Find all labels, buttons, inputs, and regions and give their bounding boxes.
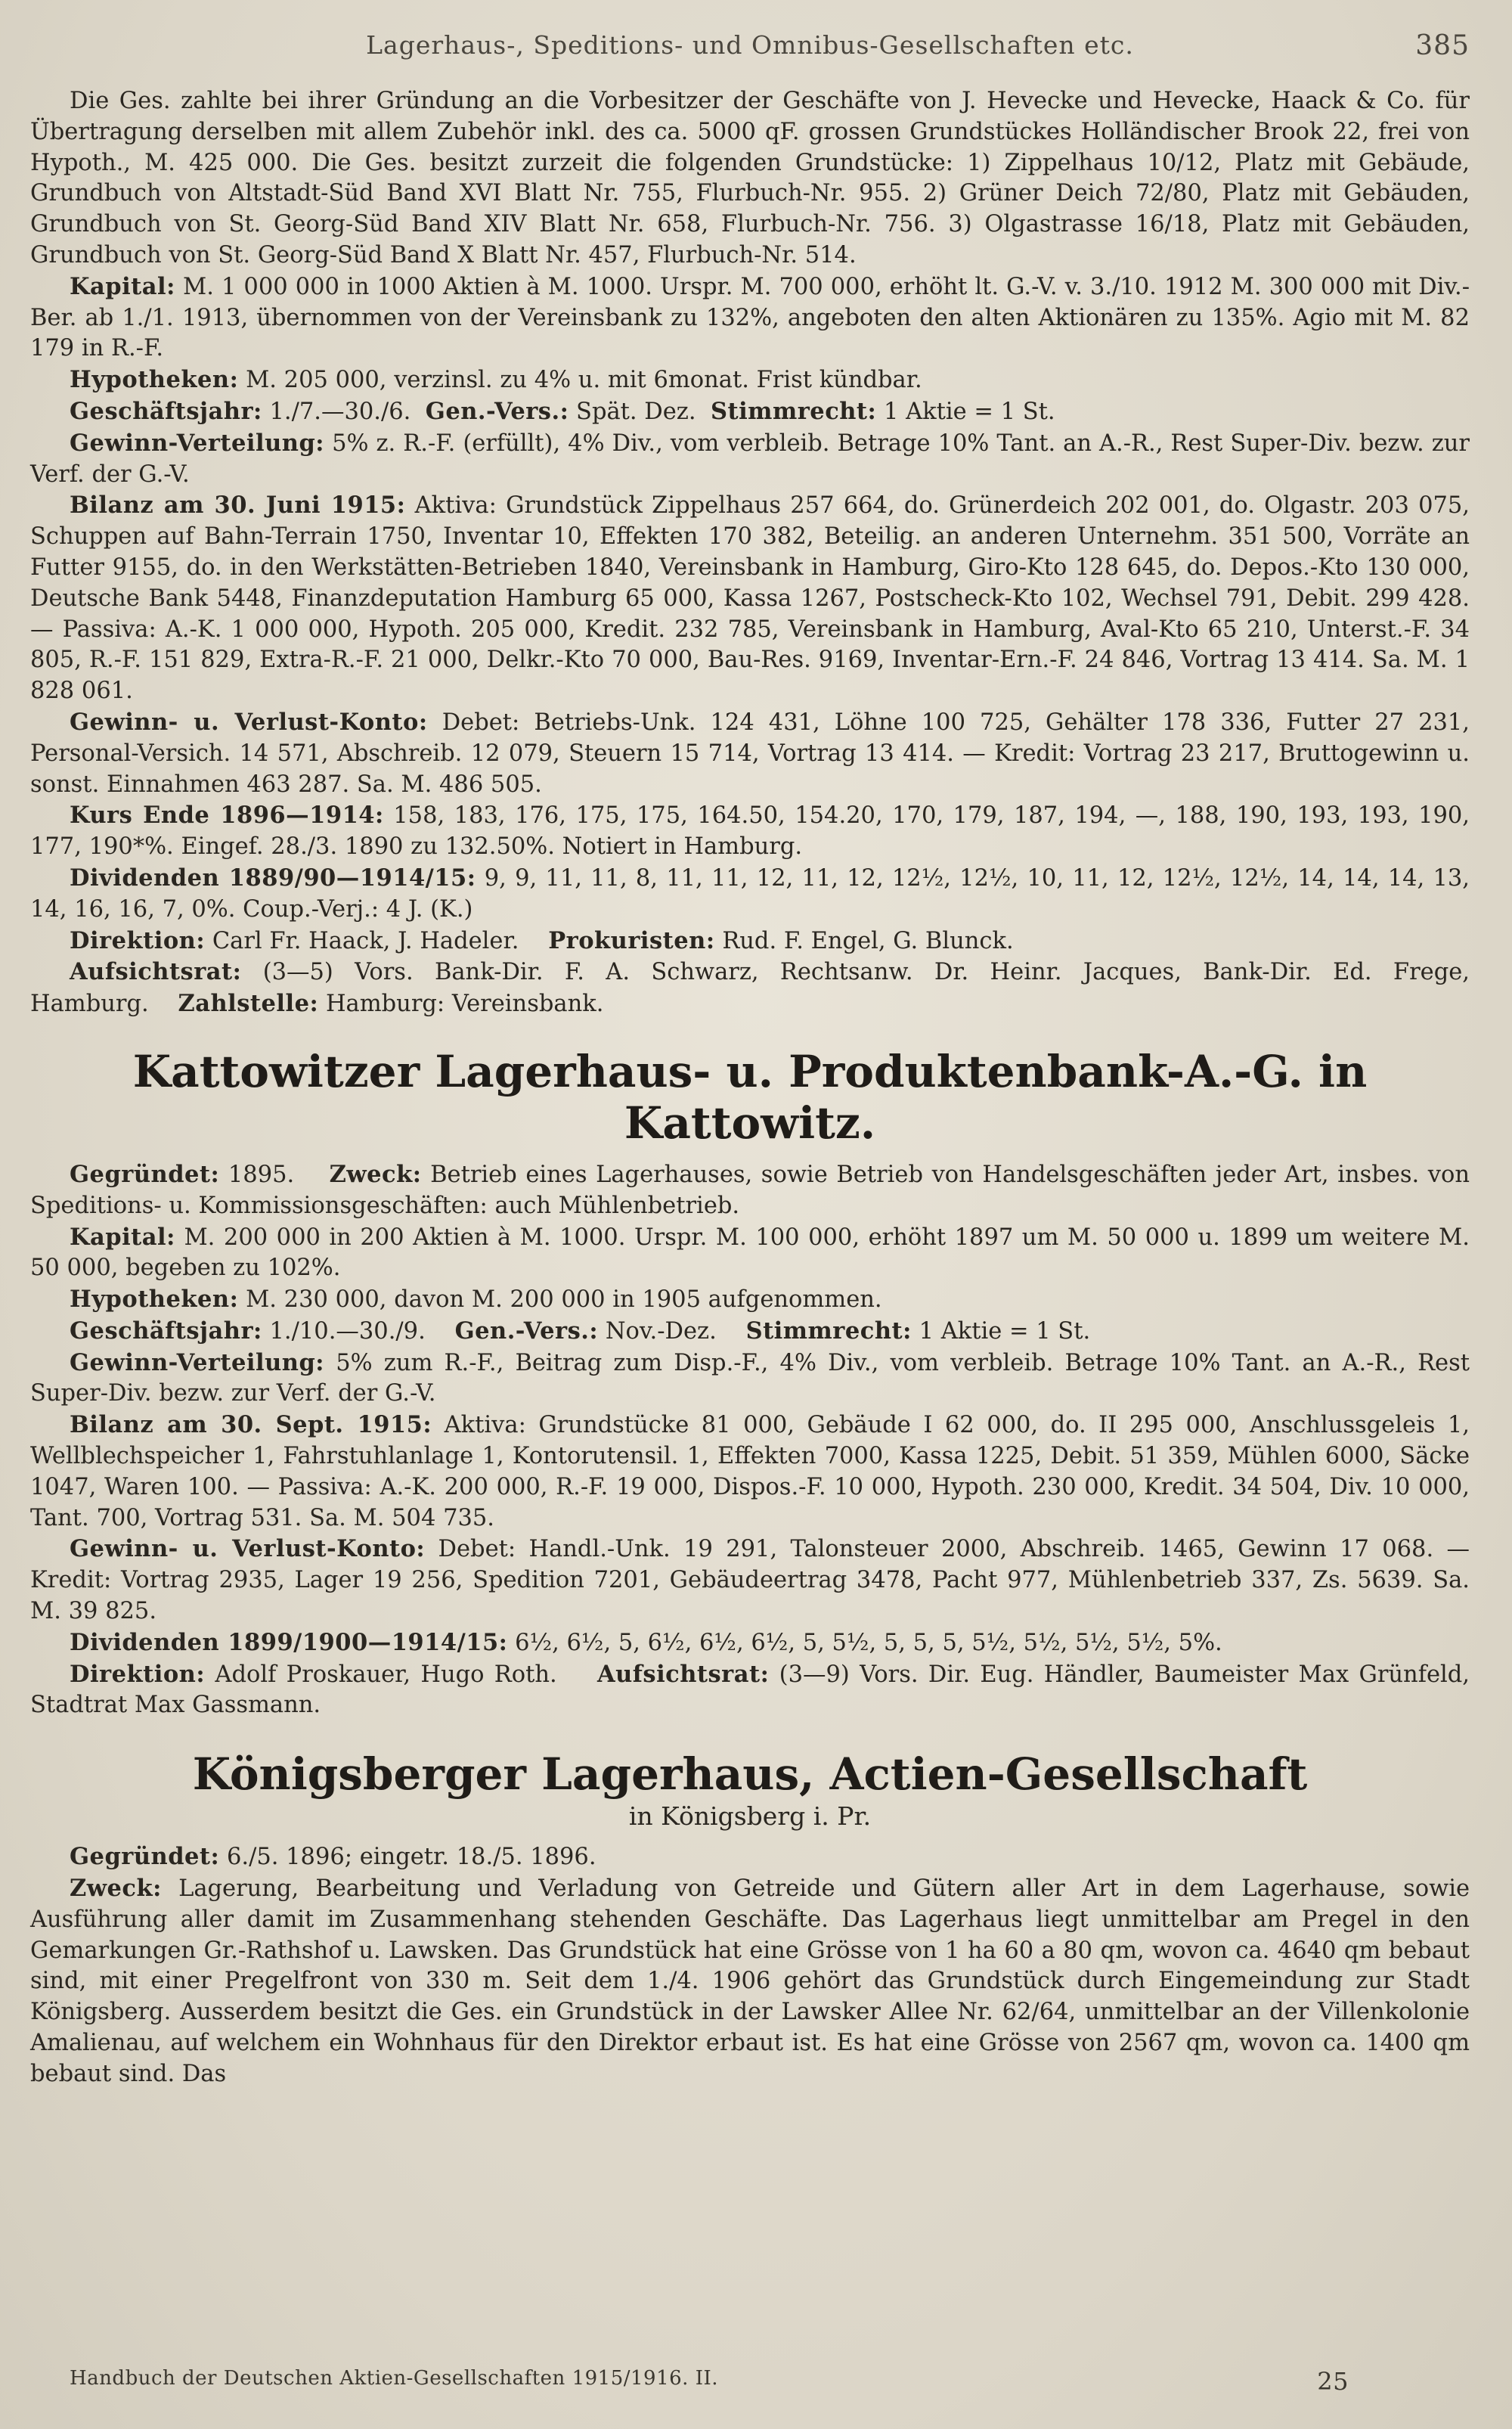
guv-text: Debet: Betriebs-Unk. 124 431, Löhne 100 725, Gehälter 178 336, Futter 27 231, Personal-Versich. 14 571, Abschreib. 12 079, Steuern 15 714, Vortrag 13 414. — Kredit: Vortrag 23 217, Bruttogewinn u. sonst. Einnahmen 463 287. Sa. M. 486 505. [30,709,1470,798]
hypotheken-label: Hypotheken: [70,366,239,394]
gewinnverteilung-label: Gewinn-Verteilung: [70,429,325,457]
gewinnverteilung-text: 5% zum R.-F., Beitrag zum Disp.-F., 4% Div., vom verbleib. Betrage 10% Tant. an A.-R., Rest Super-Div. bezw. zur Verf. der G.-V. [30,1349,1470,1407]
zweck-entry [30,1873,1470,2090]
company-location: in Königsberg i. Pr. [628,1801,872,1832]
company-heading-kattowitz: Kattowitzer Lagerhaus- u. Produktenbank-A.-G. in Kattowitz. [132,1045,1368,1149]
aufsichtsrat-text: (3—5) Vors. Bank-Dir. F. A. Schwarz, Rechtsanw. Dr. Heinr. Jacques, Bank-Dir. Ed. Frege, Hamburg. [30,959,1470,1018]
aufsichtsrat-label: Aufsichtsrat: [596,1660,770,1688]
prokuristen-label: Prokuristen: [548,926,715,954]
page-footer [70,2367,1349,2396]
direktion-label: Direktion: [70,1660,206,1688]
bilanz-entry [30,1410,1470,1534]
dividenden-entry [30,1627,1470,1659]
hypotheken-label: Hypotheken: [70,1286,239,1314]
gewinnverteilung-entry [30,428,1470,491]
kurs-entry [30,800,1470,863]
bilanz-entry [30,490,1470,707]
direktion-text: Carl Fr. Haack, J. Hadeler. [212,927,519,954]
zahlstelle-text: Hamburg: Vereinsbank. [325,991,604,1018]
running-header [30,30,1470,76]
zweck-text: Lagerung, Bearbeitung und Verladung von Getreide und Gütern aller Art in dem Lagerhause, sowie Ausführung aller damit im Zusammenhang stehenden Geschäfte. Das Lagerhaus liegt unmittelbar am Pregel in den Gemarkungen Gr.-Rathshof u. Lawsken. Das Grundstück hat eine Grösse von 1 ha 60 a 80 qm, wovon ca. 4640 qm bebaut sind, mit einer Pregelfront von 330 m. Seit dem 1./4. 1906 gehört das Grundstück durch Eingemeindung zur Stadt Königsberg. Ausserdem besitzt die Ges. ein Grundstück in der Lawsker Allee Nr. 62/64, unmittelbar an der Villenkolonie Amalienau, auf welchem ein Wohnhaus für den Direktor erbaut ist. Es hat eine Grösse von 2567 qm, wovon ca. 1400 qm bebaut sind. Das [30,1875,1470,2087]
guv-entry [30,1534,1470,1627]
zahlstelle-label: Zahlstelle: [178,990,319,1018]
direktion-text: Adolf Proskauer, Hugo Roth. [215,1661,557,1688]
direktion-entry [30,926,1470,957]
genvers-label: Gen.-Vers.: [454,1317,599,1345]
running-title: Lagerhaus-, Speditions- und Omnibus-Gesellschaften etc. [366,30,1134,60]
genvers-text: Spät. Dez. [576,398,696,425]
aufsichtsrat-text: (3—9) Vors. Dir. Eug. Händler, Baumeister Max Grünfeld, Stadtrat Max Gassmann. [30,1661,1470,1719]
aufsichtsrat-entry [30,957,1470,1020]
gegruendet-text: 1895. [228,1161,295,1188]
bilanz-label: Bilanz am 30. Sept. 1915: [70,1411,432,1439]
prokuristen-text: Rud. F. Engel, G. Blunck. [722,927,1014,954]
kapital-label: Kapital: [70,272,175,300]
aufsichtsrat-label: Aufsichtsrat: [70,958,242,986]
hypotheken-entry [30,365,1470,396]
guv-entry [30,707,1470,800]
guv-label: Gewinn- u. Verlust-Konto: [70,708,428,736]
genvers-label: Gen.-Vers.: [425,397,569,425]
dividenden-text: 9, 9, 11, 11, 8, 11, 11, 12, 11, 12, 12½, 12½, 10, 11, 12, 12½, 12½, 14, 14, 14, 13, 14, 16, 16, 7, 0%. Coup.-Verj.: 4 J. (K.) [30,864,1470,923]
zweck-label: Zweck: [70,1875,162,1903]
direktion-label: Direktion: [70,926,206,954]
bilanz-label: Bilanz am 30. Juni 1915: [70,492,406,520]
bilanz-text: Aktiva: Grundstück Zippelhaus 257 664, do. Grünerdeich 202 001, do. Olgastr. 203 075, Schuppen auf Bahn-Terrain 1750, Inventar 10, Effekten 170 382, Beteilig. an anderen Unternehm. 351 500, Vorräte an Futter 9155, do. in den Werkstätten-Betrieben 1840, Vereinsbank in Hamburg, Giro-Kto 128 645, do. Depos.-Kto 130 000, Deutsche Bank 5448, Finanzdeputation Hamburg 65 000, Kassa 1267, Postscheck-Kto 102, Wechsel 791, Debit. 299 428. — Passiva: A.-K. 1 000 000, Hypoth. 205 000, Kredit. 232 785, Vereinsbank in Hamburg, Aval-Kto 65 210, Unterst.-F. 34 805, R.-F. 151 829, Extra-R.-F. 21 000, Delkr.-Kto 70 000, Bau-Res. 9169, Inventar-Ern.-F. 24 846, Vortrag 13 414. Sa. M. 1 828 061. [30,492,1470,705]
genvers-text: Nov.-Dez. [605,1317,717,1345]
zweck-label: Zweck: [329,1160,422,1188]
kapital-text: M. 200 000 in 200 Aktien à M. 1000. Urspr. M. 100 000, erhöht 1897 um M. 50 000 u. 1899 um weitere M. 50 000, begeben zu 102%. [30,1224,1470,1282]
kurs-label: Kurs Ende 1896—1914: [70,802,384,830]
company-heading-koenigsberg: Königsberger Lagerhaus, Actien-Gesellschaft [192,1748,1308,1801]
kapital-label: Kapital: [70,1223,175,1251]
gegruendet-entry [30,1159,1470,1222]
guv-text: Debet: Handl.-Unk. 19 291, Talonsteuer 2000, Abschreib. 1465, Gewinn 17 068. — Kredit: Vortrag 2935, Lager 19 256, Spedition 7201, Gebäudeertrag 3478, Pacht 977, Mühlenbetrieb 337, Zs. 5639. Sa. M. 39 825. [30,1536,1470,1625]
guv-label: Gewinn- u. Verlust-Konto: [70,1535,426,1563]
kapital-text: M. 1 000 000 in 1000 Aktien à M. 1000. Urspr. M. 700 000, erhöht lt. G.-V. v. 3./10. 1912 M. 300 000 mit Div.-Ber. ab 1./1. 1913, übernommen von der Vereinsbank zu 132%, angeboten den alten Aktionären zu 135%. Agio mit M. 82 179 in R.-F. [30,273,1470,362]
hypotheken-entry [30,1284,1470,1316]
hypotheken-text: M. 205 000, verzinsl. zu 4% u. mit 6monat. Frist kündbar. [246,367,922,394]
gegruendet-entry [30,1841,1470,1873]
gegruendet-text: 6./5. 1896; eingetr. 18./5. 1896. [226,1844,596,1871]
section-koenigsberg [30,1841,1470,2089]
geschaeftsjahr-entry [30,1316,1470,1348]
direktion-entry [30,1659,1470,1722]
stimmrecht-label: Stimmrecht: [710,397,877,425]
gegruendet-label: Gegründet: [70,1160,220,1188]
geschaeftsjahr-label: Geschäftsjahr: [70,397,262,425]
hypotheken-text: M. 230 000, davon M. 200 000 in 1905 aufgenommen. [246,1286,882,1314]
stimmrecht-text: 1 Aktie = 1 St. [884,398,1055,425]
gewinnverteilung-entry [30,1348,1470,1410]
bilanz-text: Aktiva: Grundstücke 81 000, Gebäude I 62 000, do. II 295 000, Anschlussgeleis 1, Wellblechspeicher 1, Fahrstuhlanlage 1, Kontorutensil. 1, Effekten 7000, Kassa 1225, Debit. 51 359, Mühlen 6000, Säcke 1047, Waren 100. — Passiva: A.-K. 200 000, R.-F. 19 000, Dispos.-F. 10 000, Hypoth. 230 000, Kredit. 34 504, Div. 10 000, Tant. 700, Vortrag 531. Sa. M. 504 735. [30,1412,1470,1531]
publication-title: Handbuch der Deutschen Aktien-Gesellschaften 1915/1916. II. [70,2367,718,2390]
zweck-text: Betrieb eines Lagerhauses, sowie Betrieb von Handelsgeschäften jeder Art, insbes. von Speditions- u. Kommissionsgeschäften: auch Mühlenbetrieb. [30,1161,1470,1219]
geschaeftsjahr-label: Geschäftsjahr: [70,1317,262,1345]
kurs-text: 158, 183, 176, 175, 175, 164.50, 154.20, 170, 179, 187, 194, —, 188, 190, 193, 193, 190, 177, 190*%. Eingef. 28./3. 1890 zu 132.50%. Notiert in Hamburg. [30,802,1470,861]
intro-paragraph: Die Ges. zahlte bei ihrer Gründung an die Vorbesitzer der Geschäfte von J. Hevecke und Hevecke, Haack & Co. für Übertragung derselben mit allem Zubehör inkl. des ca. 5000 qF. grossen Grundstückes Holländischer Brook 22, frei von Hypoth., M. 425 000. Die Ges. besitzt zurzeit die folgenden Grundstücke: 1) Zippelhaus 10/12, Platz mit Gebäude, Grundbuch von Altstadt-Süd Band XVI Blatt Nr. 755, Flurbuch-Nr. 955. 2) Grüner Deich 72/80, Platz mit Gebäuden, Grundbuch von St. Georg-Süd Band XIV Blatt Nr. 658, Flurbuch-Nr. 756. 3) Olgastrasse 16/18, Platz mit Gebäuden, Grundbuch von St. Georg-Süd Band X Blatt Nr. 457, Flurbuch-Nr. 514. [30,88,1470,268]
section-kattowitz [30,1159,1470,1721]
stimmrecht-label: Stimmrecht: [745,1317,912,1345]
dividenden-label: Dividenden 1889/90—1914/15: [70,864,476,892]
gewinnverteilung-text: 5% z. R.-F. (erfüllt), 4% Div., vom verbleib. Betrage 10% Tant. an A.-R., Rest Super-Div. bezw. zur Verf. der G.-V. [30,430,1470,488]
geschaeftsjahr-text: 1./7.—30./6. [269,398,411,425]
geschaeftsjahr-text: 1./10.—30./9. [269,1317,426,1345]
dividenden-entry [30,863,1470,926]
kapital-entry [30,271,1470,365]
page-number: 385 [1415,30,1470,61]
dividenden-label: Dividenden 1899/1900—1914/15: [70,1628,508,1656]
section-hevecke-continued [30,86,1470,1020]
sheet-number: 25 [1317,2367,1349,2396]
stimmrecht-text: 1 Aktie = 1 St. [919,1317,1091,1345]
kapital-entry [30,1222,1470,1285]
gewinnverteilung-label: Gewinn-Verteilung: [70,1348,325,1376]
dividenden-text: 6½, 6½, 5, 6½, 6½, 6½, 5, 5½, 5, 5, 5, 5½, 5½, 5½, 5½, 5%. [515,1629,1222,1656]
gegruendet-label: Gegründet: [70,1843,220,1871]
geschaeftsjahr-entry [30,396,1470,428]
